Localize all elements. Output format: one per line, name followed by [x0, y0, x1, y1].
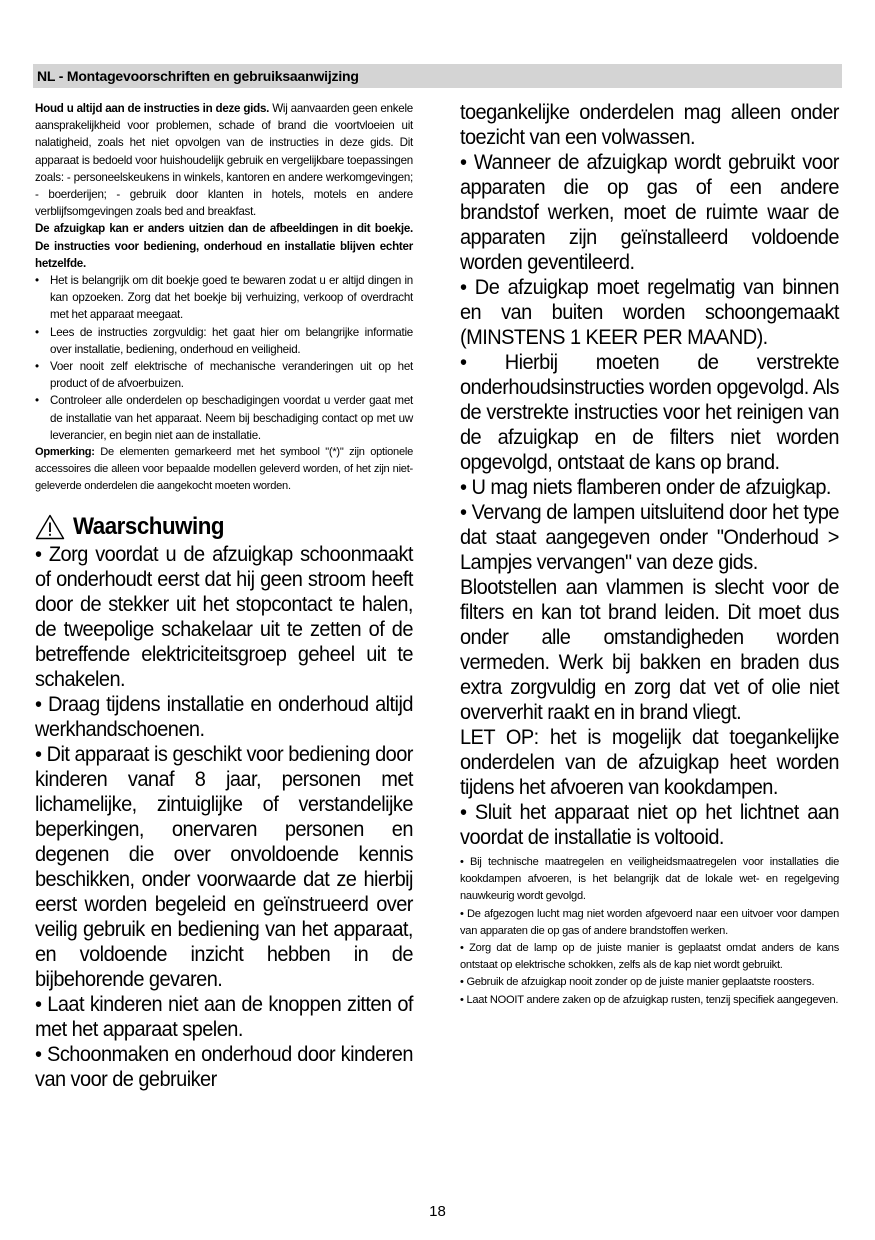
warning-paragraph: • U mag niets flamberen onder de afzuigkap. — [460, 475, 831, 499]
list-item — [35, 358, 413, 392]
list-item — [35, 272, 413, 324]
safety-paragraph: • Bij technische maatregelen en veiligheidsmaatregelen voor installaties die kookdampen afvoeren, is het belangrijk dat de lokale wet- en regelgeving nauwkeurig wordt gevolgd. — [460, 856, 839, 903]
intro-paragraph — [35, 100, 413, 220]
instruction-list — [35, 272, 413, 444]
remark-text: De elementen gemarkeerd met het symbool "(*)" zijn optionele accessoires die alleen voor bepaalde modellen geleverd worden, of het zijn niet-geleverde onderdelen die aangekocht moeten worden. — [35, 446, 413, 493]
warning-title: Waarschuwing — [73, 512, 225, 540]
list-item-text: Het is belangrijk om dit boekje goed te bewaren zodat u er altijd dingen in kan opzoeken. Zorg dat het boekje bij verhuizing, verkoop of overdracht met het apparaat meegaat. — [50, 274, 413, 322]
warning-paragraph: • Zorg voordat u de afzuigkap schoonmaakt of onderhoudt eerst dat hij geen stroom heeft door de stekker uit het stopcontact te halen, de tweepolige schakelaar uit te zetten of de betreffende elektriciteitsgroep geheel uit te schakelen. — [35, 541, 413, 691]
safety-paragraph: • Laat NOOIT andere zaken op de afzuigkap rusten, tenzij specifiek aangegeven. — [460, 993, 839, 1006]
warning-paragraph: • Sluit het apparaat niet op het lichtnet aan voordat de installatie is voltooid. — [460, 800, 839, 849]
warning-paragraph: toegankelijke onderdelen mag alleen onder toezicht van een volwassen. — [460, 100, 839, 149]
appearance-note-text: De afzuigkap kan er anders uitzien dan de afbeeldingen in dit boekje. De instructies voor bediening, onderhoud en installatie blijven echter hetzelfde. — [35, 222, 413, 270]
bullet: • — [35, 325, 39, 339]
list-item — [35, 392, 413, 444]
warning-paragraph: • Dit apparaat is geschikt voor bediening door kinderen vanaf 8 jaar, personen met lichamelijke, zintuiglijke of verstandelijke beperkingen, onervaren personen en degenen die over onvoldoende kennis beschikken, onder voorwaarde dat ze hierbij eerst worden begeleid en geïnstrueerd over veilig gebruik en bediening van het apparaat, en voldoende inzicht hebben in de bijbehorende gevaren. — [35, 741, 413, 991]
warning-paragraph: • De afzuigkap moet regelmatig van binnen en van buiten worden schoongemaakt (MINSTENS 1 KEER PER MAAND). — [460, 275, 839, 349]
warning-triangle-icon — [35, 514, 65, 540]
list-item-text: Lees de instructies zorgvuldig: het gaat hier om belangrijke informatie over installatie, bediening, onderhoud en veiligheid. — [50, 325, 413, 356]
warning-paragraph: • Vervang de lampen uitsluitend door het type dat staat aangegeven onder "Onderhoud > Lampjes vervangen" van deze gids. — [460, 500, 839, 574]
safety-paragraph: • De afgezogen lucht mag niet worden afgevoerd naar een uitvoer voor dampen van apparaten die op gas of andere brandstoffen werken. — [460, 907, 839, 937]
left-column — [35, 100, 413, 1092]
safety-paragraph: • Zorg dat de lamp op de juiste manier is geplaatst omdat anders de kans ontstaat op elektrische schokken, zelfs als de kap niet wordt gebruikt. — [460, 942, 839, 972]
warning-paragraph: LET OP: het is mogelijk dat toegankelijke onderdelen van de afzuigkap heet worden tijdens het afvoeren van kookdampen. — [460, 725, 839, 799]
page-number: 18 — [429, 1203, 446, 1220]
warning-paragraph: Blootstellen aan vlammen is slecht voor de filters en kan tot brand leiden. Dit moet dus onder alle omstandigheden worden vermeden. Werk bij bakken en braden dus extra zorgvuldig en zorg dat vet of olie niet oververhit raakt en in brand vliegt. — [460, 575, 839, 724]
warning-paragraph: • Laat kinderen niet aan de knoppen zitten of met het apparaat spelen. — [35, 991, 413, 1041]
list-item — [35, 324, 413, 358]
warning-paragraph: • Wanneer de afzuigkap wordt gebruikt voor apparaten die op gas of een andere brandstof werken, moet de ruimte waar de apparaten zijn geïnstalleerd voldoende worden geventileerd. — [460, 150, 839, 274]
list-item-text: Voer nooit zelf elektrische of mechanische veranderingen uit op het product of de afvoerbuizen. — [50, 360, 413, 391]
section-header: NL - Montagevoorschriften en gebruiksaanwijzing — [33, 64, 842, 88]
remark-paragraph — [35, 444, 413, 496]
safety-paragraph: • Gebruik de afzuigkap nooit zonder op de juiste manier geplaatste roosters. — [460, 976, 815, 989]
appearance-note — [35, 220, 413, 272]
bullet: • — [35, 274, 39, 288]
warning-paragraph: • Hierbij moeten de verstrekte onderhoudsinstructies worden opgevolgd. Als de verstrekte instructies voor het reinigen van de afzuigkap en de filters niet worden opgevolgd, ontstaat de kans op brand. — [460, 350, 839, 474]
bullet: • — [35, 360, 39, 374]
bullet: • — [35, 394, 39, 408]
intro-bold: Houd u altijd aan de instructies in deze gids. — [35, 102, 270, 115]
right-column — [460, 100, 839, 1009]
warning-paragraph: • Schoonmaken en onderhoud door kinderen van voor de gebruiker — [35, 1041, 413, 1091]
warning-paragraph: • Draag tijdens installatie en onderhoud altijd werkhandschoenen. — [35, 691, 413, 741]
intro-text: Wij aanvaarden geen enkele aansprakelijkheid voor problemen, schade of brand die voortvloeien uit nalatigheid, zoals het niet opvolgen van de instructies in deze gids. Dit apparaat is bedoeld voor huishoudelijk gebruik en vergelijkbare toepassingen zoals: - personeelskeukens in winkels, kantoren en andere werkomgevingen; - boerderijen; - gebruik door klanten in hotels, motels en andere verblijfsomgevingen zoals bed and breakfast. — [35, 102, 413, 219]
warning-heading — [35, 512, 413, 542]
remark-bold: Opmerking: — [35, 446, 95, 459]
list-item-text: Controleer alle onderdelen op beschadigingen voordat u verder gaat met de installatie van het apparaat. Neem bij beschadiging contact op met uw leverancier, en begin niet aan de installatie. — [50, 394, 413, 442]
